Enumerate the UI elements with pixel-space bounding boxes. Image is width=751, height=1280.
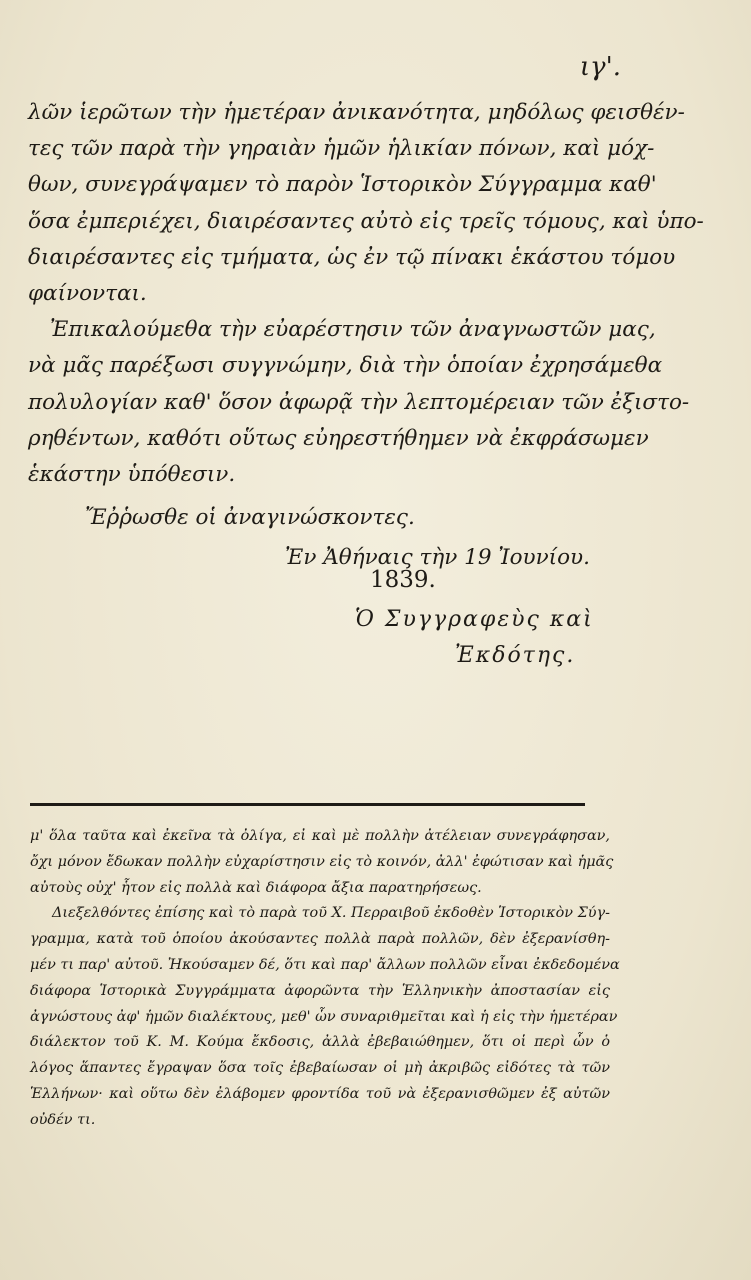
text-line: πολυλογίαν καθ' ὅσον ἀφωρᾷ τὴν λεπτομέρειαν τῶν ἐξιστο- [28, 389, 690, 415]
footnote-line: Διεξελθόντες ἐπίσης καὶ τὸ παρὰ τοῦ Χ. Περραιβοῦ ἐκδοθὲν Ἱστορικὸν Σύγ- [52, 905, 610, 922]
text-line: ὅσα ἐμπεριέχει, διαιρέσαντες αὐτὸ εἰς τρεῖς τόμους, καὶ ὑπο- [28, 208, 704, 234]
text-line: ἑκάστην ὑπόθεσιν. [28, 462, 236, 488]
footnote-line: λόγος ἅπαντες ἔγραψαν ὅσα τοῖς ἐβεβαίωσαν οἱ μὴ ἀκριβῶς εἰδότες τὰ τῶν [30, 1060, 610, 1077]
footnote-line: οὐδέν τι. [30, 1111, 96, 1128]
signature-line: Ὁ Συγγραφεὺς καὶ [355, 607, 594, 632]
text-line: Ἐπικαλούμεθα τὴν εὐαρέστησιν τῶν ἀναγνωστῶν μας, [50, 317, 656, 343]
footnote-line: μέν τι παρ' αὐτοῦ. Ἠκούσαμεν δέ, ὅτι καὶ παρ' ἄλλων πολλῶν εἶναι ἐκδεδομένα [30, 956, 620, 973]
footnote-line: μ' ὅλα ταῦτα καὶ ἐκεῖνα τὰ ὀλίγα, εἰ καὶ μὲ πολλὴν ἀτέλειαν συνεγράφησαν, [30, 828, 610, 844]
main-text [28, 95, 704, 493]
footnote [30, 824, 620, 1134]
text-line: φαίνονται. [28, 281, 147, 307]
farewell-line: Ἔῤῥωσθε οἱ ἀναγινώσκοντες. [85, 505, 415, 530]
footnote-line: γραμμα, κατὰ τοῦ ὁποίου ἀκούσαντες πολλὰ παρὰ πολλῶν, δὲν ἐξερανίσθη- [30, 931, 610, 948]
text-line: ρηθέντων, καθότι οὕτως εὐηρεστήθημεν νὰ ἐκφράσωμεν [28, 425, 649, 451]
footnote-line: διάλεκτον τοῦ Κ. Μ. Κούμα ἔκδοσις, ἀλλὰ ἐβεβαιώθημεν, ὅτι οἱ περὶ ὧν ὁ [30, 1034, 610, 1051]
footnote-line: αὐτοὺς οὐχ' ἧτον εἰς πολλὰ καὶ διάφορα ἄξια παρατηρήσεως. [30, 879, 482, 896]
date-line: Ἐν Ἀθήναις τὴν 19 Ἰουνίου. [285, 545, 590, 570]
year-line: 1839. [370, 567, 436, 593]
text-line: λῶν ἱερῶτων τὴν ἡμετέραν ἀνικανότητα, μηδόλως φεισθέν- [28, 100, 685, 125]
footnote-line: Ἑλλήνων· καὶ οὕτω δὲν ἐλάβομεν φροντίδα τοῦ νὰ ἐξερανισθῶμεν ἐξ αὐτῶν [30, 1085, 610, 1102]
text-line: τες τῶν παρὰ τὴν γηραιὰν ἡμῶν ἡλικίαν πόνων, καὶ μόχ- [28, 136, 655, 162]
footnote-line: ἀγνώστους ἀφ' ἡμῶν διαλέκτους, μεθ' ὧν συναριθμεῖται καὶ ἡ εἰς τὴν ἡμετέραν [30, 1008, 618, 1025]
page-number: ιγ'. [579, 52, 621, 82]
text-line: νὰ μᾶς παρέξωσι συγγνώμην, διὰ τὴν ὁποίαν ἐχρησάμεθα [28, 353, 663, 379]
footnote-divider [30, 803, 585, 806]
signature-line: Ἐκδότης. [455, 643, 576, 668]
text-line: θων, συνεγράψαμεν τὸ παρὸν Ἱστορικὸν Σύγγραμμα καθ' [28, 172, 657, 198]
footnote-line: ὄχι μόνον ἔδωκαν πολλὴν εὐχαρίστησιν εἰς τὸ κοινόν, ἀλλ' ἐφώτισαν καὶ ἡμᾶς [30, 853, 614, 870]
text-line: διαιρέσαντες εἰς τμήματα, ὡς ἐν τῷ πίνακι ἑκάστου τόμου [28, 244, 676, 270]
footnote-line: διάφορα Ἱστορικὰ Συγγράμματα ἀφορῶντα τὴν Ἑλληνικὴν ἀποστασίαν εἰς [30, 982, 610, 999]
